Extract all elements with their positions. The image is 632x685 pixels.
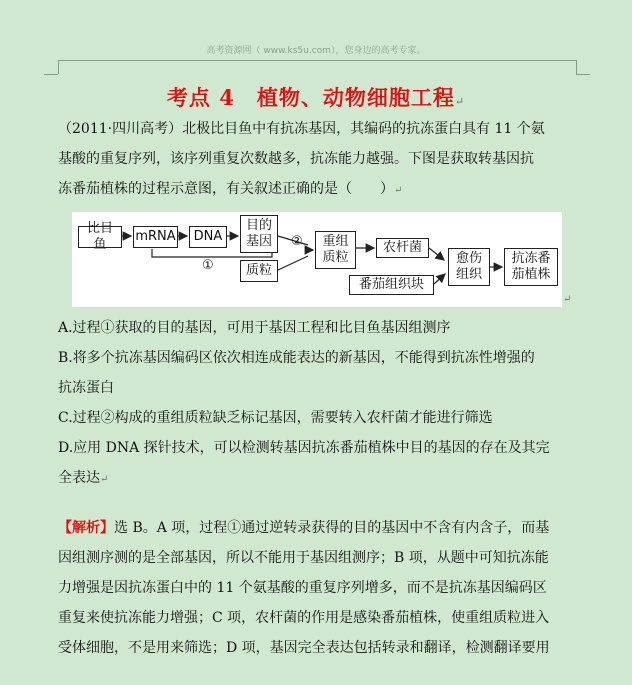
question-line-1: （2011·四川高考）北极比目鱼中有抗冻基因，其编码的抗冻蛋白具有 11 个氨 xyxy=(58,121,545,137)
question-line-2: 基酸的重复序列，该序列重复次数越多，抗冻能力越强。下图是获取转基因抗 xyxy=(58,151,534,167)
analysis-label: 【解析】 xyxy=(58,520,114,536)
question-line-3 xyxy=(58,174,578,206)
node-transgenic-plant xyxy=(504,248,558,286)
analysis-line-2: 因组测序测的是全部基因，所以不能用于基因组测序；B 项，从题中可知抗冻能 xyxy=(58,550,549,566)
option-b-line-1: B.将多个抗冻基因编码区依次相连成能表达的新基因，不能得到抗冻性增强的 xyxy=(58,350,535,366)
header-corner-right xyxy=(576,60,577,74)
header-corner-left xyxy=(58,60,59,74)
analysis-line-1-text: 选 B。A 项，过程①通过逆转录获得的目的基因中不含有内含子，而基 xyxy=(114,520,550,536)
option-d-line-2 xyxy=(58,463,578,495)
node-mrna: mRNA xyxy=(133,226,178,248)
plant-line-1: 抗冻番 xyxy=(511,251,551,266)
option-b-line-2: 抗冻蛋白 xyxy=(58,380,114,396)
paragraph-mark-icon: ↵ xyxy=(454,95,466,108)
title-text: 考点 4 植物、动物细胞工程 xyxy=(166,85,455,110)
node-plasmid: 质粒 xyxy=(240,260,278,282)
node-agrobacterium: 农杆菌 xyxy=(376,238,429,258)
target-gene-line-2: 基因 xyxy=(245,234,272,249)
step-1-label: ① xyxy=(202,258,214,273)
node-callus xyxy=(448,248,490,286)
header-rule-top xyxy=(58,60,576,61)
callus-line-2: 组织 xyxy=(455,267,482,282)
header-tick-right xyxy=(576,74,590,75)
target-gene-line-1: 目的 xyxy=(245,218,272,233)
node-tomato-tissue: 番茄组织块 xyxy=(349,275,434,295)
option-d-line-2-text: 全表达 xyxy=(58,470,100,486)
option-d-line-1: D.应用 DNA 探针技术，可以检测转基因抗冻番茄植株中目的基因的存在及其完 xyxy=(58,440,550,456)
analysis xyxy=(58,513,578,663)
node-fish: 比目鱼 xyxy=(78,226,122,248)
option-c: C.过程②构成的重组质粒缺乏标记基因，需要转入农杆菌才能进行筛选 xyxy=(58,410,493,426)
options xyxy=(58,313,578,495)
node-recombinant-plasmid xyxy=(315,231,356,269)
site-header: 高考资源网（ www.ks5u.com），您身边的高考专家。 xyxy=(206,46,426,56)
paragraph-mark-icon: ↵ xyxy=(563,294,572,305)
paragraph-mark-icon: ↵ xyxy=(394,185,403,196)
paragraph-mark-icon: ↵ xyxy=(100,474,109,485)
recomb-line-1: 重组 xyxy=(322,234,349,249)
option-a: A.过程①获取的目的基因，可用于基因工程和比目鱼基因组测序 xyxy=(58,320,451,336)
analysis-line-1 xyxy=(58,513,578,543)
plant-line-2: 茄植株 xyxy=(511,267,551,282)
node-dna: DNA xyxy=(189,226,227,248)
node-target-gene xyxy=(240,215,278,253)
section-title xyxy=(0,82,632,112)
recomb-line-2: 质粒 xyxy=(322,250,349,265)
analysis-line-3: 力增强是因抗冻蛋白中的 11 个氨基酸的重复序列增多，而不是抗冻基因编码区 xyxy=(58,580,547,596)
analysis-line-4: 重复来使抗冻能力增强；C 项，农杆菌的作用是感染番茄植株，使重组质粒进入 xyxy=(58,610,550,626)
question-line-3-text: 冻番茄植株的过程示意图，有关叙述正确的是（ ） xyxy=(58,181,394,197)
header-tick-left xyxy=(44,74,58,75)
step-2-label: ② xyxy=(291,234,303,249)
callus-line-1: 愈伤 xyxy=(455,251,482,266)
question-stem xyxy=(58,114,578,206)
process-diagram xyxy=(72,212,562,307)
analysis-line-5: 受体细胞，不是用来筛选；D 项，基因完全表达包括转录和翻译，检测翻译要用 xyxy=(58,640,550,656)
